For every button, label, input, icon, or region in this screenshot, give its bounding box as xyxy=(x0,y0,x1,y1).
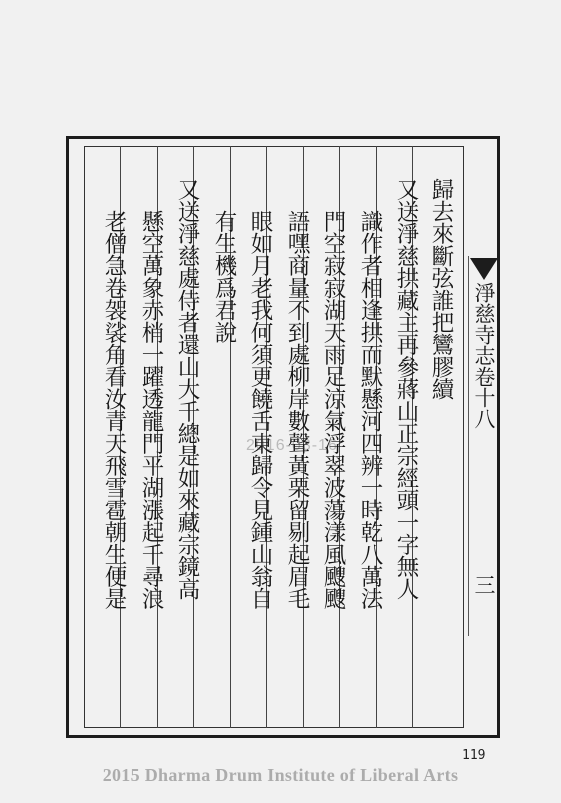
banner-folio: 三 xyxy=(472,574,496,595)
text-column-7: 有生機爲君說 xyxy=(211,210,237,344)
text-column-1: 歸去來斷弦誰把鸞膠續 xyxy=(428,178,454,401)
text-column-4: 門空寂寂湖天雨足涼氣浮翠波蕩漾風颼颼 xyxy=(320,210,346,610)
text-column-2: 又送淨慈拱藏主再參蔣山正宗經頭一字無人 xyxy=(393,178,419,600)
page-number: 119 xyxy=(462,748,486,763)
text-column-10: 老僧急卷袈裟角看汝青天飛雪雹朝生便是 xyxy=(101,210,127,610)
text-column-3: 識作者相逢拱而默懸河四辨一時乾八萬法 xyxy=(357,210,383,610)
text-column-6: 眼如月老我何須更饒舌東歸令見鍾山翁自 xyxy=(247,210,273,610)
banner-title: 淨慈寺志卷十八 xyxy=(472,282,496,429)
text-column-8: 又送淨慈處侍者還山大千總是如來藏宗鏡高 xyxy=(174,178,200,600)
text-column-9: 懸空萬象赤梢一躍透龍門平湖漲起千尋浪 xyxy=(138,210,164,610)
fish-tail-icon xyxy=(470,258,498,280)
watermark: 2015 Dharma Drum Institute of Liberal Arts xyxy=(102,765,459,785)
text-column-5: 語嘿商量不到處柳岸數聲黃栗留剔起眉毛 xyxy=(284,210,310,610)
date-stamp: 2016-03-16 xyxy=(246,437,338,454)
